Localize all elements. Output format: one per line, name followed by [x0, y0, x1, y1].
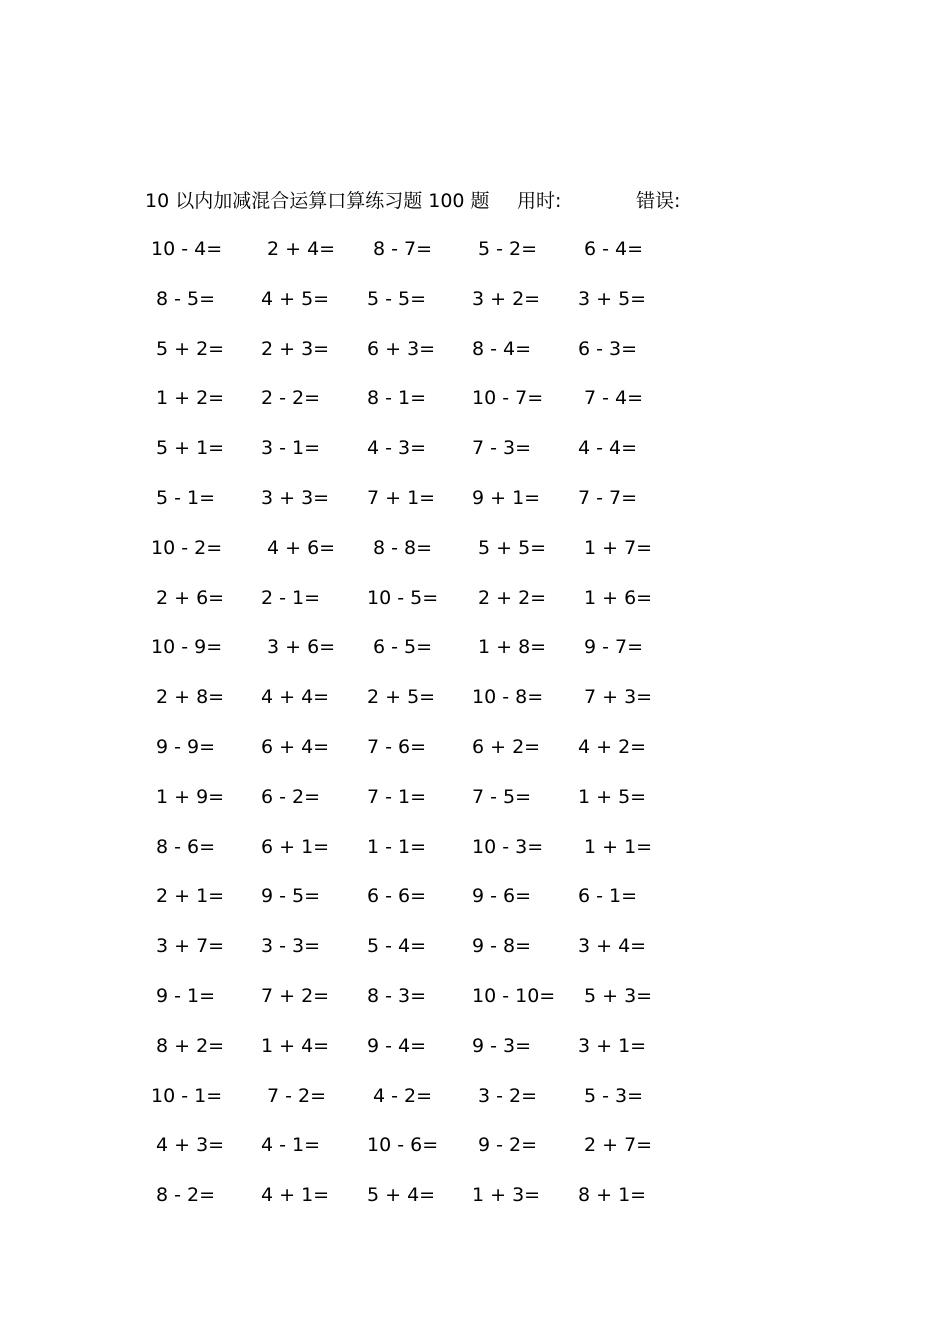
problem-item: 9 - 7=: [584, 636, 644, 659]
problem-item: 3 - 1=: [261, 437, 321, 460]
problem-row: [0, 777, 950, 827]
problem-item: 7 - 1=: [367, 785, 427, 808]
problem-item: 1 + 4=: [261, 1034, 330, 1057]
problem-item: 2 - 1=: [261, 586, 321, 609]
problem-item: 3 + 7=: [156, 935, 225, 958]
problem-item: 1 + 7=: [584, 536, 653, 559]
problem-row: [0, 428, 950, 478]
problem-item: 4 - 4=: [578, 437, 638, 460]
problem-item: 10 - 4=: [151, 238, 223, 260]
problem-row: [0, 1175, 950, 1225]
problem-item: 2 + 1=: [156, 885, 225, 908]
problem-item: 4 + 5=: [261, 287, 330, 310]
time-label: 用时:: [517, 190, 562, 212]
problem-item: 6 - 1=: [578, 885, 638, 908]
problem-row: [0, 1125, 950, 1175]
problem-item: 5 + 5=: [478, 536, 547, 559]
problem-item: 10 - 3=: [472, 835, 544, 858]
problem-item: 8 - 3=: [367, 984, 427, 1007]
problem-item: 5 + 2=: [156, 337, 225, 360]
problem-item: 7 - 2=: [267, 1084, 327, 1107]
problem-grid: [0, 229, 950, 1225]
problem-item: 5 + 4=: [367, 1184, 436, 1207]
problem-item: 3 + 2=: [472, 287, 541, 310]
problem-item: 4 + 2=: [578, 735, 647, 758]
problem-row: [0, 1026, 950, 1076]
problem-row: [0, 578, 950, 628]
problem-item: 7 + 3=: [584, 686, 653, 709]
problem-item: 6 - 4=: [584, 238, 644, 260]
problem-item: 10 - 1=: [151, 1084, 223, 1107]
problem-item: 2 + 3=: [261, 337, 330, 360]
problem-item: 9 - 1=: [156, 984, 216, 1007]
worksheet-header: [0, 186, 950, 216]
problem-item: 7 - 5=: [472, 785, 532, 808]
problem-item: 2 + 4=: [267, 238, 336, 260]
problem-item: 9 - 8=: [472, 935, 532, 958]
problem-item: 1 + 9=: [156, 785, 225, 808]
problem-item: 9 + 1=: [472, 486, 541, 509]
problem-item: 7 + 2=: [261, 984, 330, 1007]
problem-item: 5 - 4=: [367, 935, 427, 958]
problem-item: 1 + 8=: [478, 636, 547, 659]
problem-item: 9 - 5=: [261, 885, 321, 908]
problem-item: 2 + 7=: [584, 1134, 653, 1157]
problem-item: 4 + 1=: [261, 1184, 330, 1207]
problem-item: 9 - 4=: [367, 1034, 427, 1057]
problem-item: 5 - 1=: [156, 486, 216, 509]
problem-item: 5 + 1=: [156, 437, 225, 460]
error-label: 错误:: [636, 190, 681, 212]
problem-item: 3 + 3=: [261, 486, 330, 509]
problem-row: [0, 528, 950, 578]
problem-row: [0, 677, 950, 727]
problem-item: 6 - 3=: [578, 337, 638, 360]
problem-item: 8 - 1=: [367, 387, 427, 410]
problem-item: 7 - 3=: [472, 437, 532, 460]
worksheet-title: 10 以内加减混合运算口算练习题 100 题: [145, 190, 490, 212]
problem-item: 3 - 2=: [478, 1084, 538, 1107]
problem-item: 10 - 8=: [472, 686, 544, 709]
problem-item: 9 - 6=: [472, 885, 532, 908]
problem-item: 2 - 2=: [261, 387, 321, 410]
problem-row: [0, 329, 950, 379]
problem-row: [0, 1076, 950, 1126]
problem-item: 3 - 3=: [261, 935, 321, 958]
problem-row: [0, 926, 950, 976]
problem-item: 2 + 2=: [478, 586, 547, 609]
problem-item: 9 - 3=: [472, 1034, 532, 1057]
problem-item: 3 + 1=: [578, 1034, 647, 1057]
problem-item: 4 + 6=: [267, 536, 336, 559]
problem-item: 5 - 3=: [584, 1084, 644, 1107]
problem-row: [0, 727, 950, 777]
problem-item: 9 - 9=: [156, 735, 216, 758]
problem-item: 1 + 3=: [472, 1184, 541, 1207]
problem-item: 1 + 1=: [584, 835, 653, 858]
problem-item: 8 - 6=: [156, 835, 216, 858]
problem-item: 4 + 3=: [156, 1134, 225, 1157]
problem-item: 4 - 2=: [373, 1084, 433, 1107]
problem-item: 2 + 8=: [156, 686, 225, 709]
problem-row: [0, 827, 950, 877]
problem-item: 3 + 6=: [267, 636, 336, 659]
problem-item: 8 - 2=: [156, 1184, 216, 1207]
problem-row: [0, 478, 950, 528]
problem-item: 7 - 4=: [584, 387, 644, 410]
problem-item: 5 + 3=: [584, 984, 653, 1007]
problem-item: 4 - 1=: [261, 1134, 321, 1157]
problem-item: 8 - 7=: [373, 238, 433, 260]
problem-row: [0, 627, 950, 677]
problem-item: 1 + 5=: [578, 785, 647, 808]
problem-item: 6 - 6=: [367, 885, 427, 908]
problem-item: 3 + 5=: [578, 287, 647, 310]
problem-item: 7 - 6=: [367, 735, 427, 758]
problem-item: 4 - 3=: [367, 437, 427, 460]
problem-item: 6 - 2=: [261, 785, 321, 808]
problem-item: 10 - 6=: [367, 1134, 439, 1157]
problem-item: 7 + 1=: [367, 486, 436, 509]
problem-item: 10 - 9=: [151, 636, 223, 659]
problem-item: 7 - 7=: [578, 486, 638, 509]
problem-item: 2 + 5=: [367, 686, 436, 709]
problem-item: 8 + 2=: [156, 1034, 225, 1057]
problem-row: [0, 279, 950, 329]
problem-item: 10 - 7=: [472, 387, 544, 410]
problem-item: 6 + 2=: [472, 735, 541, 758]
problem-item: 4 + 4=: [261, 686, 330, 709]
problem-item: 10 - 5=: [367, 586, 439, 609]
problem-item: 3 + 4=: [578, 935, 647, 958]
problem-item: 5 - 2=: [478, 238, 538, 260]
problem-item: 6 + 3=: [367, 337, 436, 360]
problem-item: 1 - 1=: [367, 835, 427, 858]
problem-item: 9 - 2=: [478, 1134, 538, 1157]
problem-item: 10 - 10=: [472, 984, 556, 1007]
problem-row: [0, 229, 950, 279]
problem-item: 6 + 4=: [261, 735, 330, 758]
problem-row: [0, 976, 950, 1026]
problem-item: 6 + 1=: [261, 835, 330, 858]
problem-item: 8 - 8=: [373, 536, 433, 559]
problem-row: [0, 378, 950, 428]
problem-item: 8 - 5=: [156, 287, 216, 310]
problem-item: 2 + 6=: [156, 586, 225, 609]
problem-item: 6 - 5=: [373, 636, 433, 659]
problem-item: 8 - 4=: [472, 337, 532, 360]
problem-item: 1 + 6=: [584, 586, 653, 609]
problem-item: 1 + 2=: [156, 387, 225, 410]
problem-item: 5 - 5=: [367, 287, 427, 310]
problem-item: 8 + 1=: [578, 1184, 647, 1207]
problem-row: [0, 876, 950, 926]
problem-item: 10 - 2=: [151, 536, 223, 559]
